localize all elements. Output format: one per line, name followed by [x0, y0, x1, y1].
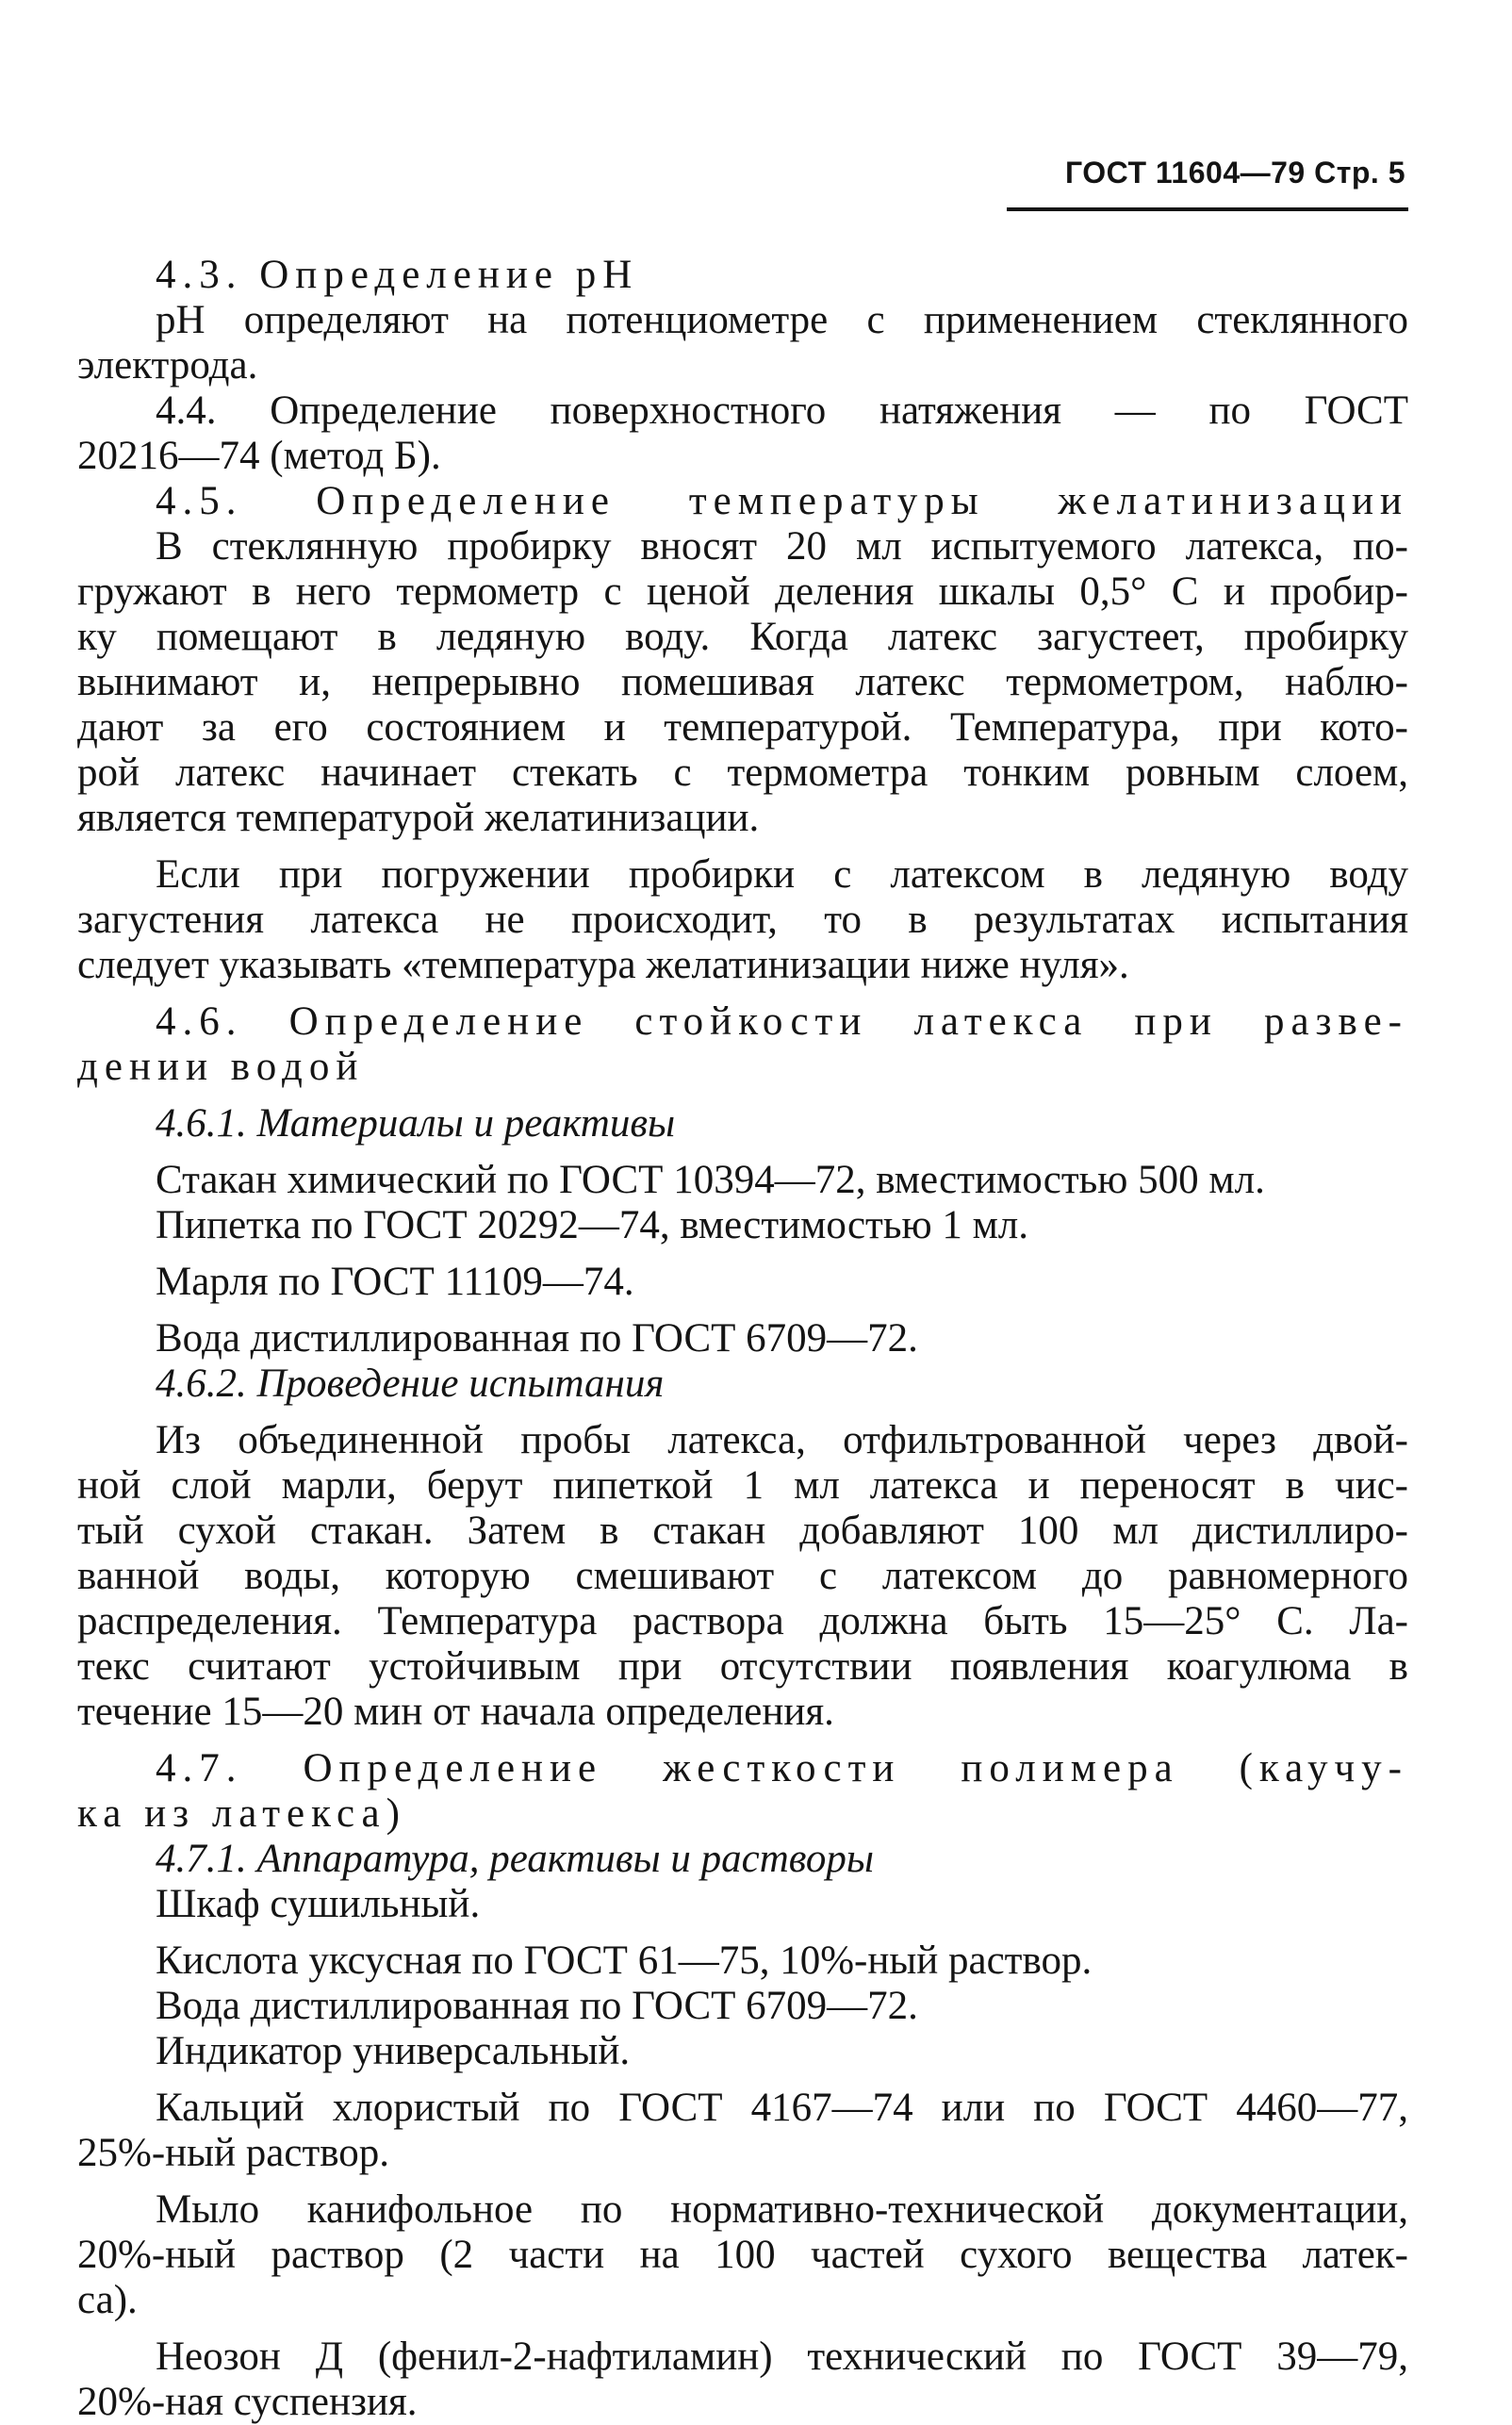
- text-line: Кальций хлористый по ГОСТ 4167—74 или по ГОСТ 4460—77,: [156, 2086, 1408, 2130]
- text-line: Шкаф сушильный.: [156, 1882, 481, 1926]
- page-header: ГОСТ 11604—79 Стр. 5: [1065, 156, 1405, 190]
- text-line: 4.5. Определение температуры желатинизации: [156, 479, 1408, 523]
- text-line: гружают в него термометр с ценой деления шкалы 0,5° С и пробир-: [77, 569, 1408, 614]
- text-line: 4.6. Определение стойкости латекса при разве-: [156, 999, 1408, 1044]
- text-line: 20%-ный раствор (2 части на 100 частей сухого вещества латек-: [77, 2233, 1408, 2277]
- text-line: Мыло канифольное по нормативно-технической документации,: [156, 2187, 1408, 2232]
- text-line: ка из латекса): [77, 1791, 406, 1836]
- text-line: 4.7. Определение жесткости полимера (каучу-: [156, 1746, 1408, 1790]
- text-line: са).: [77, 2278, 138, 2322]
- text-line: pH определяют на потенциометре с применением стеклянного: [156, 298, 1408, 342]
- text-line: течение 15—20 мин от начала определения.: [77, 1690, 834, 1734]
- text-line: ной слой марли, берут пипеткой 1 мл латекса и переносят в чис-: [77, 1463, 1408, 1508]
- text-line: Пипетка по ГОСТ 20292—74, вместимостью 1 мл.: [156, 1203, 1028, 1247]
- text-line: тый сухой стакан. Затем в стакан добавляют 100 мл дистиллиро-: [77, 1509, 1408, 1553]
- text-line: вынимают и, непрерывно помешивая латекс термометром, наблю-: [77, 660, 1408, 704]
- text-line: дении водой: [77, 1045, 365, 1089]
- text-line: следует указывать «температура желатинизации ниже нуля».: [77, 943, 1129, 987]
- text-line: 4.7.1. Аппаратура, реактивы и растворы: [156, 1837, 875, 1881]
- document-body: [77, 253, 1408, 2425]
- text-line: распределения. Температура раствора должна быть 15—25° С. Ла-: [77, 1599, 1408, 1643]
- text-line: Вода дистиллированная по ГОСТ 6709—72.: [156, 1984, 918, 2028]
- text-line: 4.6.2. Проведение испытания: [156, 1361, 665, 1406]
- text-line: 4.3. Определение pH: [156, 253, 639, 297]
- text-line: является температурой желатинизации.: [77, 796, 760, 840]
- text-line: рой латекс начинает стекать с термометра тонким ровным слоем,: [77, 751, 1408, 795]
- header-rule: [1007, 207, 1408, 211]
- text-line: Кислота уксусная по ГОСТ 61—75, 10%-ный раствор.: [156, 1938, 1093, 1983]
- text-line: ванной воды, которую смешивают с латексом до равномерного: [77, 1554, 1408, 1598]
- text-line: ку помещают в ледяную воду. Когда латекс загустеет, пробирку: [77, 615, 1408, 659]
- text-line: дают за его состоянием и температурой. Температура, при кото-: [77, 705, 1408, 750]
- text-line: Марля по ГОСТ 11109—74.: [156, 1260, 634, 1304]
- text-line: 20216—74 (метод Б).: [77, 434, 441, 478]
- text-line: Стакан химический по ГОСТ 10394—72, вместимостью 500 мл.: [156, 1158, 1265, 1202]
- text-line: 20%-ная суспензия.: [77, 2380, 418, 2424]
- text-line: 25%-ный раствор.: [77, 2131, 390, 2175]
- text-line: 4.6.1. Материалы и реактивы: [156, 1101, 676, 1146]
- text-line: текс считают устойчивым при отсутствии появления коагулюма в: [77, 1644, 1408, 1689]
- text-line: Неозон Д (фенил-2-нафтиламин) технический по ГОСТ 39—79,: [156, 2334, 1408, 2379]
- text-line: Из объединенной пробы латекса, отфильтрованной через двой-: [156, 1418, 1408, 1462]
- text-line: 4.4. Определение поверхностного натяжения — по ГОСТ: [156, 388, 1408, 433]
- text-line: Если при погружении пробирки с латексом в ледяную воду: [156, 852, 1408, 897]
- text-line: Индикатор универсальный.: [156, 2029, 631, 2073]
- text-line: электрода.: [77, 343, 258, 388]
- text-line: Вода дистиллированная по ГОСТ 6709—72.: [156, 1316, 918, 1361]
- text-line: В стеклянную пробирку вносят 20 мл испытуемого латекса, по-: [156, 524, 1408, 569]
- text-line: загустения латекса не происходит, то в результатах испытания: [77, 898, 1408, 942]
